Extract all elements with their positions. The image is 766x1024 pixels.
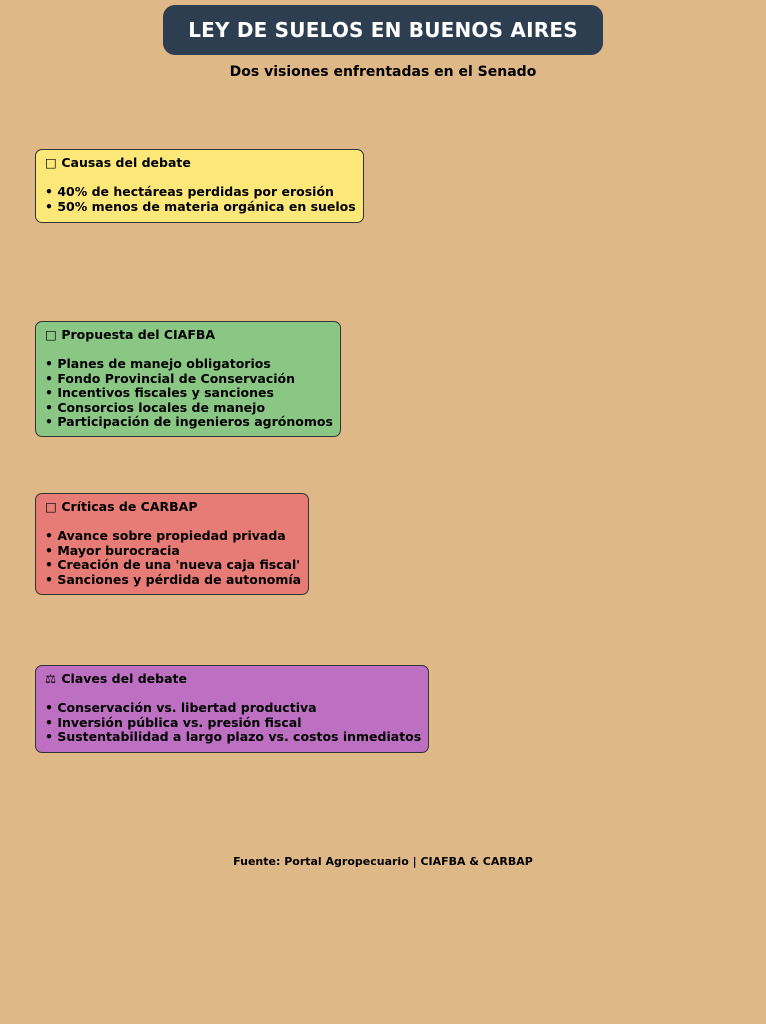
list-item: • Creación de una 'nueva caja fiscal' (45, 557, 301, 572)
list-item: • Mayor burocracia (45, 542, 180, 558)
list-item: • 40% de hectáreas perdidas por erosión (45, 184, 334, 199)
list-item: • Consorcios locales de manejo (45, 399, 266, 415)
placeholder-glyph-icon: □ (45, 327, 57, 342)
criticas-box (35, 493, 309, 595)
criticas-heading-text: Críticas de CARBAP (61, 499, 198, 514)
claves-heading (45, 672, 420, 687)
placeholder-glyph-icon: □ (45, 155, 57, 170)
list-item: • Participación de ingenieros agrónomos (45, 414, 333, 429)
causas-box (35, 149, 364, 223)
source-note: Fuente: Portal Agropecuario | CIAFBA & CARBAP (233, 855, 533, 868)
causas-heading-text: Causas del debate (61, 155, 191, 170)
page-title: LEY DE SUELOS EN BUENOS AIRES (188, 18, 578, 42)
balance-scale-icon: ⚖ (45, 671, 57, 686)
propuesta-heading-text: Propuesta del CIAFBA (61, 327, 216, 342)
list-item: • Conservación vs. libertad productiva (45, 700, 317, 715)
list-item: • Avance sobre propiedad privada (45, 528, 286, 543)
list-item: • Sustentabilidad a largo plazo vs. costos inmediatos (45, 729, 422, 744)
claves-heading-text: Claves del debate (61, 671, 187, 686)
placeholder-glyph-icon: □ (45, 499, 57, 514)
list-item: • Incentivos fiscales y sanciones (45, 385, 274, 400)
propuesta-heading (45, 328, 332, 343)
propuesta-box (35, 321, 341, 437)
page-subtitle: Dos visiones enfrentadas en el Senado (229, 64, 537, 80)
list-item: • Fondo Provincial de Conservación (45, 370, 296, 386)
list-item: • Planes de manejo obligatorios (45, 356, 271, 371)
causas-heading (45, 156, 355, 171)
list-item: • Sanciones y pérdida de autonomía (45, 571, 302, 587)
list-item: • 50% menos de materia orgánica en suelos (45, 198, 356, 214)
claves-box (35, 665, 429, 753)
list-item: • Inversión pública vs. presión fiscal (45, 714, 302, 730)
title-banner (163, 5, 603, 55)
criticas-heading (45, 500, 300, 515)
